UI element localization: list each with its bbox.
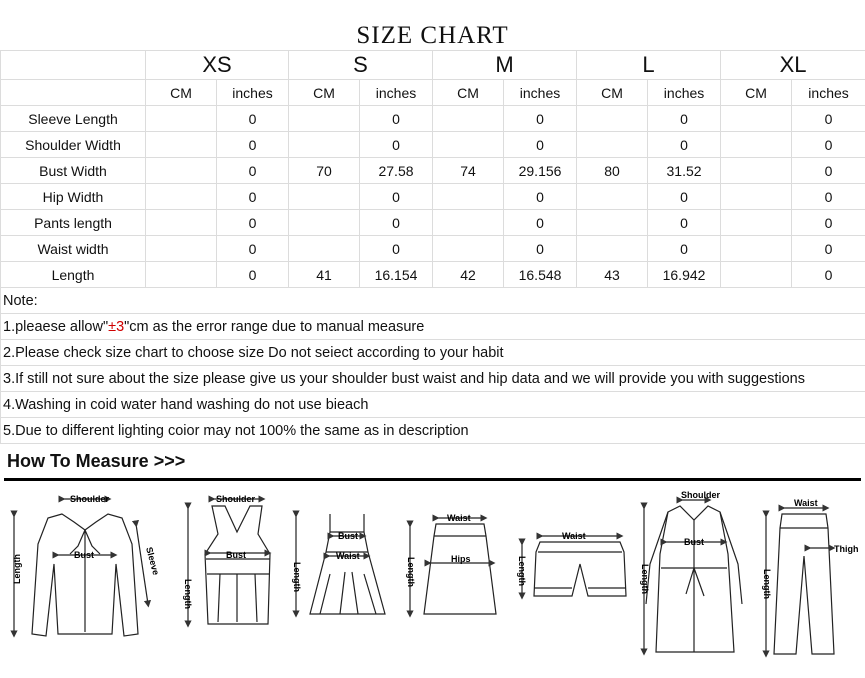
cm-value-cell <box>146 184 217 210</box>
cm-value-cell <box>433 132 504 158</box>
inches-value-cell: 0 <box>217 262 289 288</box>
size-header-xl: XL <box>721 51 865 80</box>
shorts-figure <box>517 531 626 596</box>
unit-inches: inches <box>217 80 289 106</box>
cm-value-cell <box>721 184 792 210</box>
inches-value-cell: 16.942 <box>648 262 721 288</box>
shoulder-label: Shoulder <box>681 490 721 500</box>
note-4: 4.Washing in coid water hand washing do not use bieach <box>1 392 865 418</box>
inches-value-cell: 0 <box>217 132 289 158</box>
inches-value-cell: 0 <box>792 132 865 158</box>
measurement-label: Length <box>1 262 146 288</box>
length-label: Length <box>292 562 302 592</box>
length-label: Length <box>406 557 416 587</box>
cm-value-cell <box>146 262 217 288</box>
inches-value-cell: 0 <box>360 106 433 132</box>
inches-value-cell: 0 <box>648 184 721 210</box>
inches-value-cell: 0 <box>504 106 577 132</box>
waist-label: Waist <box>336 551 360 561</box>
heading-divider <box>4 478 861 481</box>
cm-value-cell: 42 <box>433 262 504 288</box>
note-5: 5.Due to different lighting coior may not 100% the same as in description <box>1 418 865 444</box>
cm-value-cell: 80 <box>577 158 648 184</box>
cm-value-cell <box>289 132 360 158</box>
cm-value-cell <box>577 236 648 262</box>
cm-value-cell <box>721 262 792 288</box>
bust-label: Bust <box>338 531 358 541</box>
thigh-label: Thigh <box>834 544 859 554</box>
inches-value-cell: 0 <box>792 236 865 262</box>
unit-cm: CM <box>289 80 360 106</box>
empty-corner <box>1 80 146 106</box>
inches-value-cell: 16.154 <box>360 262 433 288</box>
empty-corner <box>1 51 146 80</box>
note-1-text-end: "cm as the error range due to manual measure <box>124 318 425 335</box>
page-title: SIZE CHART <box>356 22 509 49</box>
cm-value-cell <box>433 184 504 210</box>
cm-value-cell: 41 <box>289 262 360 288</box>
unit-inches: inches <box>504 80 577 106</box>
cm-value-cell <box>433 106 504 132</box>
note-1-text-start: 1.pleaese allow" <box>3 318 109 335</box>
note-heading: Note: <box>1 288 865 314</box>
sleeve-label: Sleeve <box>144 545 162 577</box>
tank-top-figure <box>183 494 270 624</box>
unit-header-row <box>1 80 865 106</box>
waist-label: Waist <box>794 498 818 508</box>
cm-value-cell <box>577 210 648 236</box>
error-range-value: ±3 <box>108 318 125 335</box>
blouse-figure <box>12 494 161 636</box>
measurement-row <box>1 158 865 184</box>
cm-value-cell <box>721 158 792 184</box>
inches-value-cell: 0 <box>217 184 289 210</box>
cm-value-cell: 70 <box>289 158 360 184</box>
inches-value-cell: 0 <box>217 106 289 132</box>
inches-value-cell: 0 <box>217 210 289 236</box>
inches-value-cell: 0 <box>792 106 865 132</box>
size-header-row <box>1 51 865 80</box>
cm-value-cell <box>577 184 648 210</box>
size-header-l: L <box>577 51 721 80</box>
inches-value-cell: 0 <box>792 262 865 288</box>
how-to-measure-illustrations <box>0 484 865 678</box>
unit-inches: inches <box>360 80 433 106</box>
inches-value-cell: 0 <box>217 236 289 262</box>
dress-figure <box>292 514 385 614</box>
measurement-label: Pants length <box>1 210 146 236</box>
cm-value-cell <box>289 210 360 236</box>
measurement-label: Bust Width <box>1 158 146 184</box>
size-header-m: M <box>433 51 577 80</box>
measurement-label: Waist width <box>1 236 146 262</box>
inches-value-cell: 0 <box>504 210 577 236</box>
inches-value-cell: 0 <box>504 132 577 158</box>
measurement-row <box>1 262 865 288</box>
inches-value-cell: 0 <box>792 158 865 184</box>
measurement-row <box>1 236 865 262</box>
inches-value-cell: 0 <box>360 184 433 210</box>
inches-value-cell: 0 <box>648 106 721 132</box>
shoulder-label: Shoulder <box>70 494 110 504</box>
waist-label: Waist <box>447 513 471 523</box>
inches-value-cell: 31.52 <box>648 158 721 184</box>
inches-value-cell: 0 <box>504 184 577 210</box>
inches-value-cell: 0 <box>792 184 865 210</box>
cm-value-cell <box>146 158 217 184</box>
length-label: Length <box>517 556 527 586</box>
cm-value-cell <box>577 106 648 132</box>
note-row <box>1 392 865 418</box>
cm-value-cell <box>721 210 792 236</box>
shoulder-label: Shoulder <box>216 494 256 504</box>
inches-value-cell: 0 <box>360 236 433 262</box>
how-to-measure-heading: How To Measure >>> <box>7 451 186 471</box>
coat-figure <box>640 490 742 652</box>
waist-label: Waist <box>562 531 586 541</box>
bust-label: Bust <box>226 550 246 560</box>
cm-value-cell <box>146 106 217 132</box>
cm-value-cell <box>146 210 217 236</box>
cm-value-cell <box>146 236 217 262</box>
cm-value-cell <box>289 184 360 210</box>
note-row <box>1 340 865 366</box>
measurement-label: Hip Width <box>1 184 146 210</box>
inches-value-cell: 0 <box>648 132 721 158</box>
cm-value-cell <box>721 132 792 158</box>
cm-value-cell <box>289 236 360 262</box>
cm-value-cell: 43 <box>577 262 648 288</box>
size-header-xs: XS <box>146 51 289 80</box>
note-row <box>1 418 865 444</box>
note-2: 2.Please check size chart to choose size Do not seiect according to your habit <box>1 340 865 366</box>
bust-label: Bust <box>74 550 94 560</box>
size-chart-table <box>0 50 865 444</box>
unit-inches: inches <box>792 80 865 106</box>
cm-value-cell <box>721 236 792 262</box>
inches-value-cell: 0 <box>648 236 721 262</box>
cm-value-cell <box>433 210 504 236</box>
unit-cm: CM <box>433 80 504 106</box>
note-1 <box>1 314 865 340</box>
inches-value-cell: 0 <box>504 236 577 262</box>
length-label: Length <box>762 569 772 599</box>
size-header-s: S <box>289 51 433 80</box>
measurement-row <box>1 184 865 210</box>
note-row <box>1 314 865 340</box>
unit-inches: inches <box>648 80 721 106</box>
measurement-row <box>1 210 865 236</box>
length-label: Length <box>12 554 22 584</box>
inches-value-cell: 0 <box>648 210 721 236</box>
note-3: 3.If still not sure about the size please give us your shoulder bust waist and hip data and we will provide you with suggestions <box>1 366 865 392</box>
inches-value-cell: 29.156 <box>504 158 577 184</box>
cm-value-cell: 74 <box>433 158 504 184</box>
inches-value-cell: 0 <box>792 210 865 236</box>
measurement-row <box>1 106 865 132</box>
cm-value-cell <box>721 106 792 132</box>
skirt-figure <box>406 513 496 614</box>
cm-value-cell <box>146 132 217 158</box>
length-label: Length <box>640 564 650 594</box>
bust-label: Bust <box>684 537 704 547</box>
length-label: Length <box>183 579 193 609</box>
inches-value-cell: 16.548 <box>504 262 577 288</box>
unit-cm: CM <box>721 80 792 106</box>
note-heading-row <box>1 288 865 314</box>
measurement-label: Shoulder Width <box>1 132 146 158</box>
measurement-row <box>1 132 865 158</box>
trousers-figure <box>762 498 859 654</box>
measurement-label: Sleeve Length <box>1 106 146 132</box>
inches-value-cell: 0 <box>360 132 433 158</box>
note-row <box>1 366 865 392</box>
cm-value-cell <box>289 106 360 132</box>
cm-value-cell <box>577 132 648 158</box>
hips-label: Hips <box>451 554 471 564</box>
inches-value-cell: 0 <box>360 210 433 236</box>
inches-value-cell: 0 <box>217 158 289 184</box>
inches-value-cell: 27.58 <box>360 158 433 184</box>
cm-value-cell <box>433 236 504 262</box>
unit-cm: CM <box>146 80 217 106</box>
unit-cm: CM <box>577 80 648 106</box>
